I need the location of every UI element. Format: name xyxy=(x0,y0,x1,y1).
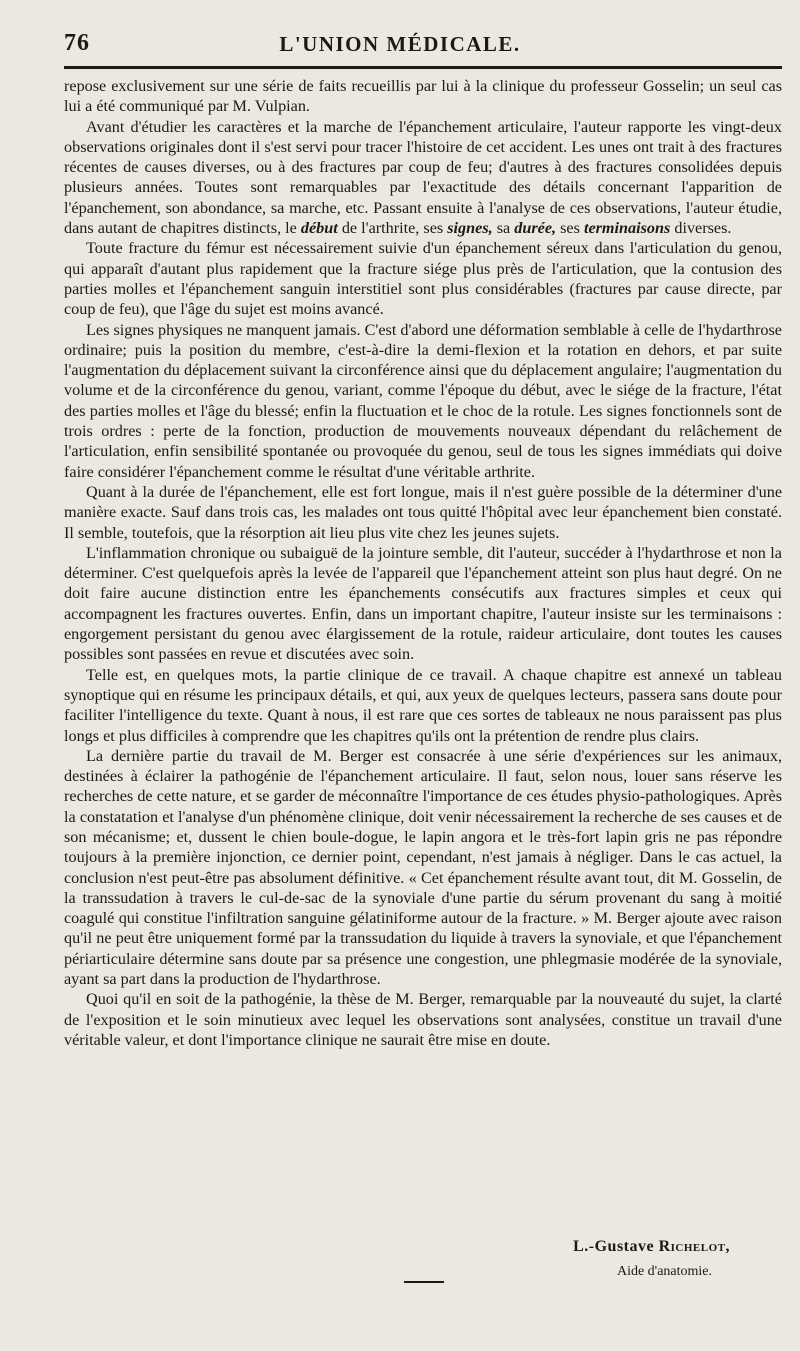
paragraph-2 xyxy=(64,117,782,239)
paragraph-2-mid-1: de l'arthrite, ses xyxy=(341,219,444,238)
paragraph-2-end: diverses. xyxy=(674,219,732,238)
paragraph-2-mid-2: sa xyxy=(496,219,511,238)
signature-block xyxy=(430,1238,730,1280)
closing-rule xyxy=(404,1281,444,1283)
paragraph-5: Quant à la durée de l'épanchement, elle est fort longue, mais il n'est guère possible de la déterminer d'une manière exacte. Sauf dans trois cas, les malades ont tous quitté l'hôpital avec leur épanchement bien constaté. Il semble, toutefois, que la résorption ait lieu plus vite chez les jeunes sujets. xyxy=(64,482,782,542)
page-number: 76 xyxy=(64,30,90,56)
author-signature xyxy=(430,1238,730,1256)
paragraph-6: L'inflammation chronique ou subaiguë de la jointure semble, dit l'auteur, succéder à l'hydarthrose et non la déterminer. C'est quelquefois après la levée de l'appareil que l'épanchement atteint son plus haut degré. On ne doit faire aucune distinction entre les épanchements consécutifs aux fractures simples et ceux qui accompagnent les fractures ouvertes. Enfin, dans un important chapitre, l'auteur insiste sur les terminaisons : engorgement persistant du genou avec élargissement de la rotule, raideur articulaire, dont toutes les causes possibles sont passées en revue et discutées avec soin. xyxy=(64,543,782,664)
paragraph-1: repose exclusivement sur une série de faits recueillis par lui à la clinique du professeur Gosselin; un seul cas lui a été communiqué par M. Vulpian. xyxy=(64,77,782,116)
article-body xyxy=(64,76,782,1050)
page-header xyxy=(0,30,800,64)
emphasis-terminaisons: terminaisons xyxy=(583,219,671,238)
emphasis-debut: début xyxy=(300,219,338,238)
running-title: L'UNION MÉDICALE. xyxy=(279,32,521,56)
paragraph-7: Telle est, en quelques mots, la partie clinique de ce travail. A chaque chapitre est annexé un tableau synoptique qui en résume les principaux détails, et qui, aux yeux de quelques lecteurs, passera sans doute pour faciliter l'intelligence du texte. Quant à nous, il est rare que ces sortes de tableaux ne nous paraissent pas plus longs et plus difficiles à comprendre que les chapitres qu'ils ont la prétention de rendre plus clairs. xyxy=(64,665,782,745)
author-first-name: L.-Gustave xyxy=(573,1238,659,1255)
paragraph-4: Les signes physiques ne manquent jamais. C'est d'abord une déformation semblable à celle de l'hydarthrose ordinaire; puis la position du membre, c'est-à-dire la demi-flexion et la rotation en dehors, et par suite l'augmentation du déplacement suivant la circonférence ainsi que du déplacement angulaire; l'augmentation du volume et de la circonférence du genou, variant, comme l'époque du début, avec le siége de la fracture, l'état des parties molles et l'âge du blessé; enfin la fluctuation et le choc de la rotule. Les signes fonctionnels sont de trois ordres : perte de la fonction, production de mouvements nouveaux dépendant du relâchement de l'articulation, enfin sensibilité spontanée ou provoquée du genou, seul de tous les signes immédiats qui doive faire considérer l'épanchement comme le résultat d'une véritable arthrite. xyxy=(64,320,782,481)
author-last-name: Richelot xyxy=(658,1238,726,1255)
emphasis-signes: signes, xyxy=(447,219,493,238)
paragraph-3: Toute fracture du fémur est nécessairement suivie d'un épanchement séreux dans l'articulation du genou, qui apparaît d'autant plus rapidement que la fracture siége plus près de l'articulation, que la contusion des parties molles et l'épanchement sanguin interstitiel sont plus considérables (fractures par cause directe, par coup de feu), que l'âge du sujet est moins avancé. xyxy=(64,239,782,319)
header-rule xyxy=(64,66,782,69)
author-role: Aide d'anatomie. xyxy=(616,1264,712,1279)
emphasis-duree: durée, xyxy=(514,219,557,238)
paragraph-8: La dernière partie du travail de M. Berger est consacrée à une série d'expériences sur les animaux, destinées à éclairer la pathogénie de l'épanchement articulaire. Il faut, selon nous, louer sans réserve les recherches de cette nature, et se garder de méconnaître l'importance de ces études physio-pathologiques. Après la constatation et l'analyse d'un phénomène clinique, doit venir nécessairement la recherche de ses causes et de son mécanisme; et, dussent le chien boule-dogue, le lapin angora et le très-fort lapin gris ne pas répondre toujours à la première injonction, ce dernier point, cependant, n'est jamais à négliger. Dans le cas actuel, la conclusion n'est peut-être pas absolument définitive. « Cet épanchement résulte avant tout, dit M. Gosselin, de la transsudation à travers le cul-de-sac de la synoviale d'une partie du sérum provenant du sang à moitié coagulé qui constitue l'infiltration sanguine gélatiniforme autour de la fracture. » M. Berger ajoute avec raison qu'il ne peut être uniquement formé par la transsudation du liquide à travers la synoviale, et que l'épanchement périarticulaire détermine sans doute par sa présence une congestion, une phlegmasie modérée de la synoviale, ayant sa part dans la production de l'hydarthrose. xyxy=(64,746,782,989)
paragraph-2-text: Avant d'étudier les caractères et la marche de l'épanchement articulaire, l'auteur rapporte les vingt-deux observations originales dont il s'est servi pour tracer l'histoire de cet accident. Les unes ont trait à des fractures récentes de causes diverses, ou à des fractures par coup de feu; d'autres à des fractures consolidées depuis plusieurs années. Toutes sont remarquables par l'exactitude des détails concernant l'apparition de l'épanchement, son abondance, sa marche, etc. Passant ensuite à l'analyse de ces observations, l'auteur étudie, dans autant de chapitres distincts, le xyxy=(64,117,782,238)
author-name-comma: , xyxy=(725,1238,730,1255)
paragraph-9: Quoi qu'il en soit de la pathogénie, la thèse de M. Berger, remarquable par la nouveauté du sujet, la clarté de l'exposition et le soin minutieux avec lequel les observations sont analysées, constitue un travail d'une véritable valeur, et dont l'importance clinique ne saurait être mise en doute. xyxy=(64,990,782,1049)
paragraph-2-mid-3: ses xyxy=(560,219,580,238)
